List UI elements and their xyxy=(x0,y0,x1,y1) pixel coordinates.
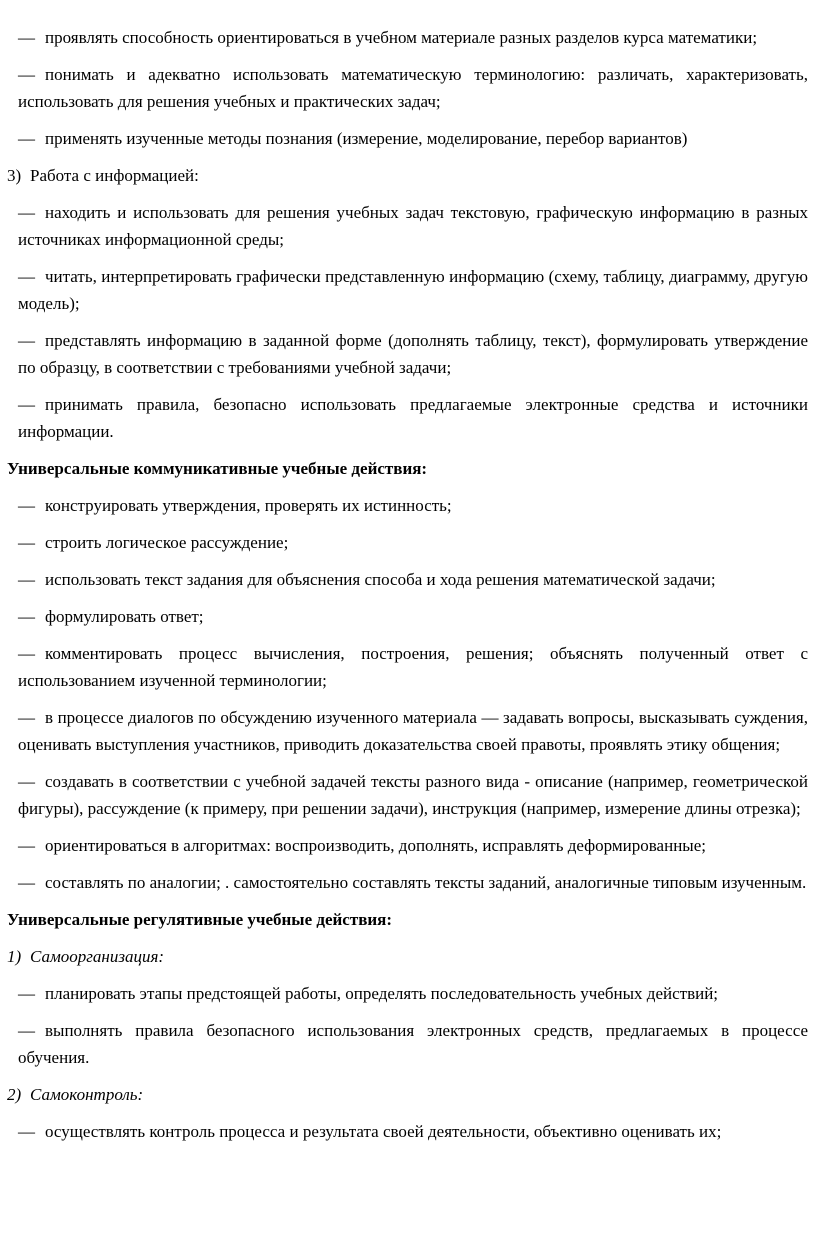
dash-marker: — xyxy=(18,644,35,663)
dash-marker: — xyxy=(18,395,35,414)
number-marker: 1) xyxy=(7,947,22,966)
dash-marker: — xyxy=(18,772,35,791)
list-item xyxy=(7,327,808,381)
section-heading-text: Универсальные коммуникативные учебные действия: xyxy=(7,459,428,478)
section-label-text: Работа с информацией: xyxy=(30,166,199,185)
list-item-text: применять изученные методы познания (измерение, моделирование, перебор вариантов) xyxy=(45,129,688,148)
dash-marker: — xyxy=(18,607,35,626)
list-item xyxy=(7,869,808,896)
list-item-text: в процессе диалогов по обсуждению изученного материала — задавать вопросы, высказывать суждения, оценивать выступления участников, приводить доказательства своей правоты, проявлять этику общения; xyxy=(18,708,808,754)
list-item xyxy=(7,566,808,593)
dash-marker: — xyxy=(18,331,35,350)
list-item xyxy=(7,24,808,51)
list-item xyxy=(7,603,808,630)
dash-marker: — xyxy=(18,1021,35,1040)
list-item-text: формулировать ответ; xyxy=(45,607,204,626)
dash-marker: — xyxy=(18,984,35,1003)
list-item-text: принимать правила, безопасно использовать предлагаемые электронные средства и источники информации. xyxy=(18,395,808,441)
number-marker: 2) xyxy=(7,1085,22,1104)
list-item-text: конструировать утверждения, проверять их истинность; xyxy=(45,496,452,515)
dash-marker: — xyxy=(18,203,35,222)
list-item-text: понимать и адекватно использовать математическую терминологию: различать, характеризовать, использовать для решения учебных и практических задач; xyxy=(18,65,808,111)
list-item-text: представлять информацию в заданной форме (дополнять таблицу, текст), формулировать утверждение по образцу, в соответствии с требованиями учебной задачи; xyxy=(18,331,808,377)
list-item xyxy=(7,125,808,152)
dash-marker: — xyxy=(18,1122,35,1141)
dash-marker: — xyxy=(18,873,35,892)
list-item xyxy=(7,768,808,822)
numbered-section-label xyxy=(7,1081,808,1108)
dash-marker: — xyxy=(18,570,35,589)
list-item xyxy=(7,832,808,859)
numbered-section-label xyxy=(7,943,808,970)
dash-marker: — xyxy=(18,533,35,552)
list-item-text: планировать этапы предстоящей работы, определять последовательность учебных действий; xyxy=(45,984,719,1003)
list-item xyxy=(7,640,808,694)
number-marker: 3) xyxy=(7,166,22,185)
section-label-text: Самоконтроль: xyxy=(30,1085,144,1104)
list-item-text: строить логическое рассуждение; xyxy=(45,533,289,552)
list-item-text: проявлять способность ориентироваться в учебном материале разных разделов курса математики; xyxy=(45,28,758,47)
list-item-text: находить и использовать для решения учебных задач текстовую, графическую информацию в разных источниках информационной среды; xyxy=(18,203,808,249)
section-label-text: Самоорганизация: xyxy=(30,947,165,966)
list-item-text: составлять по аналогии; . самостоятельно составлять тексты заданий, аналогичные типовым изученным. xyxy=(45,873,807,892)
list-item-text: выполнять правила безопасного использования электронных средств, предлагаемых в процессе обучения. xyxy=(18,1021,808,1067)
list-item xyxy=(7,61,808,115)
section-heading-text: Универсальные регулятивные учебные действия: xyxy=(7,910,393,929)
list-item xyxy=(7,492,808,519)
list-item xyxy=(7,391,808,445)
list-item-text: использовать текст задания для объяснения способа и хода решения математической задачи; xyxy=(45,570,716,589)
dash-marker: — xyxy=(18,496,35,515)
dash-marker: — xyxy=(18,708,35,727)
dash-marker: — xyxy=(18,836,35,855)
list-item xyxy=(7,199,808,253)
section-heading xyxy=(7,906,808,933)
list-item-text: комментировать процесс вычисления, построения, решения; объяснять полученный ответ с использованием изученной терминологии; xyxy=(18,644,808,690)
list-item xyxy=(7,980,808,1007)
list-item xyxy=(7,704,808,758)
dash-marker: — xyxy=(18,65,35,84)
section-heading xyxy=(7,455,808,482)
dash-marker: — xyxy=(18,28,35,47)
list-item xyxy=(7,1118,808,1145)
list-item-text: ориентироваться в алгоритмах: воспроизводить, дополнять, исправлять деформированные; xyxy=(45,836,706,855)
list-item-text: осуществлять контроль процесса и результата своей деятельности, объективно оценивать их; xyxy=(45,1122,722,1141)
list-item-text: создавать в соответствии с учебной задачей тексты разного вида - описание (например, геометрической фигуры), рассуждение (к примеру, при решении задачи), инструкция (например, измерение длины отрезка); xyxy=(18,772,808,818)
list-item-text: читать, интерпретировать графически представленную информацию (схему, таблицу, диаграмму, другую модель); xyxy=(18,267,808,313)
list-item xyxy=(7,529,808,556)
list-item xyxy=(7,263,808,317)
list-item xyxy=(7,1017,808,1071)
dash-marker: — xyxy=(18,129,35,148)
dash-marker: — xyxy=(18,267,35,286)
numbered-section-label xyxy=(7,162,808,189)
